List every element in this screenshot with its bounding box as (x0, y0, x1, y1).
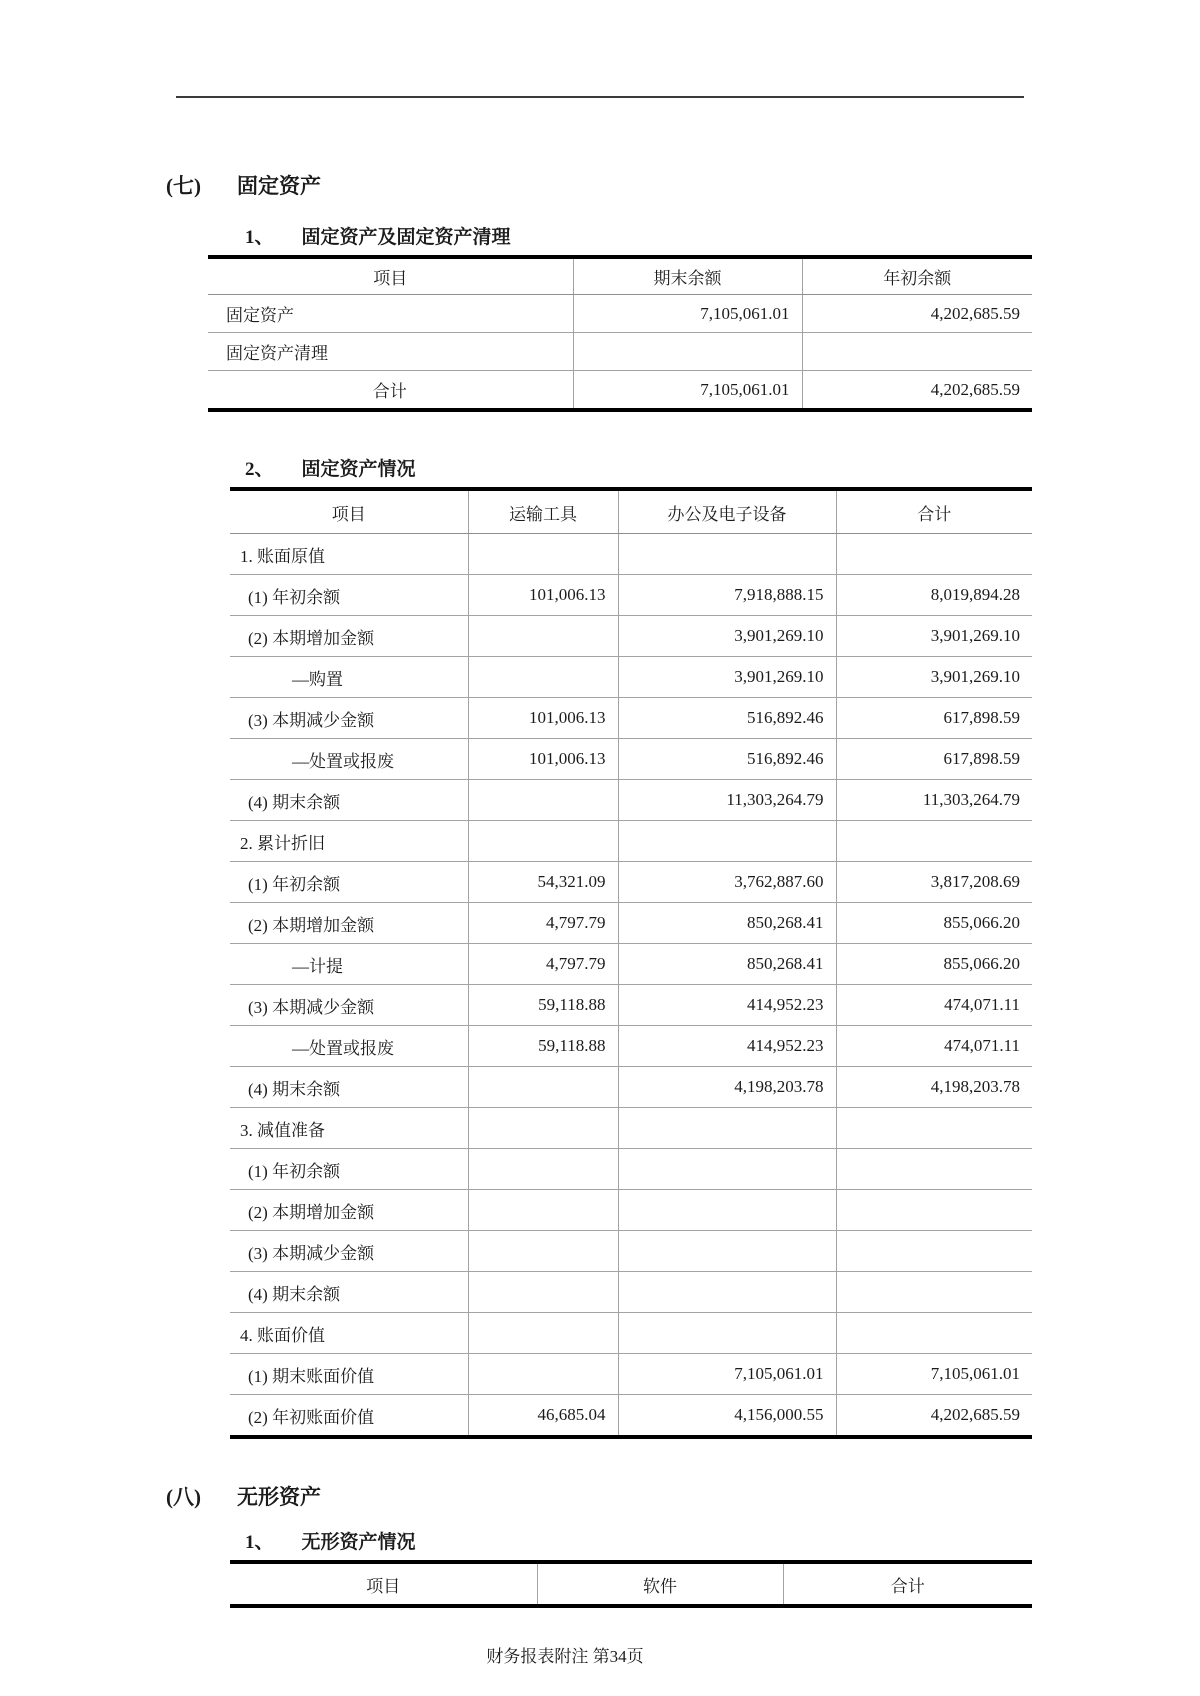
section-title: 无形资产 (237, 1485, 321, 1509)
row-value: 101,006.13 (468, 698, 618, 739)
row-value: 7,105,061.01 (573, 371, 802, 411)
row-value: 59,118.88 (468, 985, 618, 1026)
row-label: (1) 期末账面价值 (230, 1354, 468, 1395)
table-row (230, 821, 1032, 862)
row-value: 617,898.59 (836, 739, 1032, 780)
row-value (836, 1231, 1032, 1272)
column-header: 合计 (783, 1562, 1032, 1606)
row-label: —购置 (230, 657, 468, 698)
section-title: 固定资产 (237, 174, 321, 198)
section-heading-fixed-assets (166, 170, 1040, 200)
row-value (468, 780, 618, 821)
row-value (836, 1108, 1032, 1149)
row-label: (3) 本期减少金额 (230, 985, 468, 1026)
row-value (468, 616, 618, 657)
table-row (230, 1026, 1032, 1067)
subsection-index: 1、 (245, 1532, 274, 1553)
row-label: (1) 年初余额 (230, 1149, 468, 1190)
row-value: 617,898.59 (836, 698, 1032, 739)
row-value (468, 1108, 618, 1149)
row-value (618, 534, 836, 575)
column-header: 办公及电子设备 (618, 489, 836, 534)
row-value: 4,202,685.59 (802, 295, 1032, 333)
row-label: (3) 本期减少金额 (230, 1231, 468, 1272)
table-row (230, 985, 1032, 1026)
row-value: 11,303,264.79 (836, 780, 1032, 821)
subsection-index: 1、 (245, 227, 274, 248)
column-header: 运输工具 (468, 489, 618, 534)
row-value (468, 1231, 618, 1272)
row-label: —计提 (230, 944, 468, 985)
table-row (230, 862, 1032, 903)
row-value: 4,198,203.78 (836, 1067, 1032, 1108)
table-row (230, 1067, 1032, 1108)
row-value (468, 1354, 618, 1395)
row-value (573, 333, 802, 371)
row-value: 59,118.88 (468, 1026, 618, 1067)
table-row (230, 575, 1032, 616)
row-value (618, 1190, 836, 1231)
fixed-assets-detail-table (230, 487, 1032, 1439)
row-value (618, 1149, 836, 1190)
row-value: 4,202,685.59 (802, 371, 1032, 411)
row-value: 8,019,894.28 (836, 575, 1032, 616)
row-value: 414,952.23 (618, 985, 836, 1026)
row-label: (2) 本期增加金额 (230, 616, 468, 657)
row-value: 3,901,269.10 (836, 657, 1032, 698)
row-label: (2) 年初账面价值 (248, 1407, 375, 1427)
row-value: 7,105,061.01 (618, 1354, 836, 1395)
table-row (230, 1272, 1032, 1313)
section-index: (八) (166, 1485, 201, 1509)
row-value: 474,071.11 (836, 985, 1032, 1026)
row-value: 7,105,061.01 (573, 295, 802, 333)
row-value (468, 657, 618, 698)
row-value: 516,892.46 (618, 739, 836, 780)
subsection-index: 2、 (245, 459, 274, 480)
row-value (618, 1272, 836, 1313)
row-label: 合计 (372, 382, 407, 401)
subsection-heading-fixed-assets-and-clearance (245, 222, 1040, 249)
table-row (230, 1149, 1032, 1190)
row-label: —处置或报废 (230, 739, 468, 780)
row-value: 4,156,000.55 (618, 1395, 836, 1438)
table-row (230, 739, 1032, 780)
row-label: 固定资产清理 (208, 333, 573, 371)
row-value (468, 534, 618, 575)
page-footer: 财务报表附注 第34页 (486, 1647, 644, 1666)
row-value: 7,918,888.15 (618, 575, 836, 616)
header-row (230, 1562, 1032, 1606)
row-value: 4,797.79 (468, 944, 618, 985)
row-label: 1. 账面原值 (230, 534, 468, 575)
row-value: 54,321.09 (468, 862, 618, 903)
column-header: 合计 (836, 489, 1032, 534)
row-value (468, 1313, 618, 1354)
table-row (230, 657, 1032, 698)
row-label: (1) 年初余额 (230, 862, 468, 903)
row-value: 850,268.41 (618, 903, 836, 944)
table-row (230, 1354, 1032, 1395)
table-row (230, 698, 1032, 739)
row-value (802, 333, 1032, 371)
row-value: 101,006.13 (468, 739, 618, 780)
row-value: 3,901,269.10 (618, 616, 836, 657)
subsection-title: 固定资产情况 (301, 459, 416, 480)
table-row (230, 903, 1032, 944)
row-label: (4) 期末余额 (230, 1272, 468, 1313)
table-row (230, 944, 1032, 985)
table-row (230, 1395, 1032, 1438)
row-value: 4,797.79 (468, 903, 618, 944)
table-row (230, 1231, 1032, 1272)
row-label: (2) 本期增加金额 (230, 903, 468, 944)
row-value (836, 534, 1032, 575)
subsection-title: 固定资产及固定资产清理 (301, 227, 511, 248)
row-value: 414,952.23 (618, 1026, 836, 1067)
row-value: 11,303,264.79 (618, 780, 836, 821)
row-value (836, 1190, 1032, 1231)
header-row (208, 257, 1032, 295)
row-value: 46,685.04 (468, 1395, 618, 1438)
row-value: 3,901,269.10 (836, 616, 1032, 657)
row-value: 3,817,208.69 (836, 862, 1032, 903)
subsection-heading-intangible-assets-detail (245, 1527, 1040, 1554)
row-value: 850,268.41 (618, 944, 836, 985)
section-index: (七) (166, 174, 201, 198)
row-label: (4) 期末余额 (230, 1067, 468, 1108)
table-row (230, 1313, 1032, 1354)
table-row (230, 534, 1032, 575)
table-row (230, 1190, 1032, 1231)
row-value (836, 1313, 1032, 1354)
page-header-rule (176, 96, 1024, 98)
row-value (468, 821, 618, 862)
table-row (208, 333, 1032, 371)
row-value: 516,892.46 (618, 698, 836, 739)
intangible-assets-table (230, 1560, 1032, 1608)
row-value (468, 1149, 618, 1190)
row-value (618, 1108, 836, 1149)
row-label: (1) 年初余额 (230, 575, 468, 616)
column-header: 项目 (208, 257, 573, 295)
subsection-title: 无形资产情况 (301, 1532, 416, 1553)
row-label: (4) 期末余额 (230, 780, 468, 821)
row-label: (3) 本期减少金额 (230, 698, 468, 739)
table-row (208, 371, 1032, 411)
row-value: 7,105,061.01 (836, 1354, 1032, 1395)
table-row (230, 780, 1032, 821)
row-value: 855,066.20 (836, 944, 1032, 985)
column-header: 年初余额 (802, 257, 1032, 295)
section-heading-intangible-assets (166, 1481, 1040, 1511)
row-value: 4,198,203.78 (618, 1067, 836, 1108)
row-value (468, 1272, 618, 1313)
row-label: 2. 累计折旧 (230, 821, 468, 862)
row-value (836, 821, 1032, 862)
row-value: 3,762,887.60 (618, 862, 836, 903)
row-value (618, 821, 836, 862)
row-label: 4. 账面价值 (230, 1313, 468, 1354)
row-value (468, 1190, 618, 1231)
row-value (618, 1231, 836, 1272)
table-row (230, 1108, 1032, 1149)
column-header: 软件 (537, 1562, 783, 1606)
row-value: 4,202,685.59 (836, 1395, 1032, 1438)
table-row (230, 616, 1032, 657)
row-label: 固定资产 (208, 295, 573, 333)
row-value: 855,066.20 (836, 903, 1032, 944)
fixed-assets-clearance-table (208, 255, 1032, 412)
column-header: 期末余额 (573, 257, 802, 295)
row-label: (2) 本期增加金额 (230, 1190, 468, 1231)
row-value: 3,901,269.10 (618, 657, 836, 698)
column-header: 项目 (366, 1576, 401, 1596)
row-value (836, 1272, 1032, 1313)
table-row (208, 295, 1032, 333)
header-row (230, 489, 1032, 534)
row-value (618, 1313, 836, 1354)
subsection-heading-fixed-assets-detail (245, 454, 1040, 481)
column-header: 项目 (230, 489, 468, 534)
row-value: 101,006.13 (468, 575, 618, 616)
row-label: 3. 减值准备 (230, 1108, 468, 1149)
row-value (468, 1067, 618, 1108)
row-value (836, 1149, 1032, 1190)
row-value: 474,071.11 (836, 1026, 1032, 1067)
row-label: —处置或报废 (230, 1026, 468, 1067)
